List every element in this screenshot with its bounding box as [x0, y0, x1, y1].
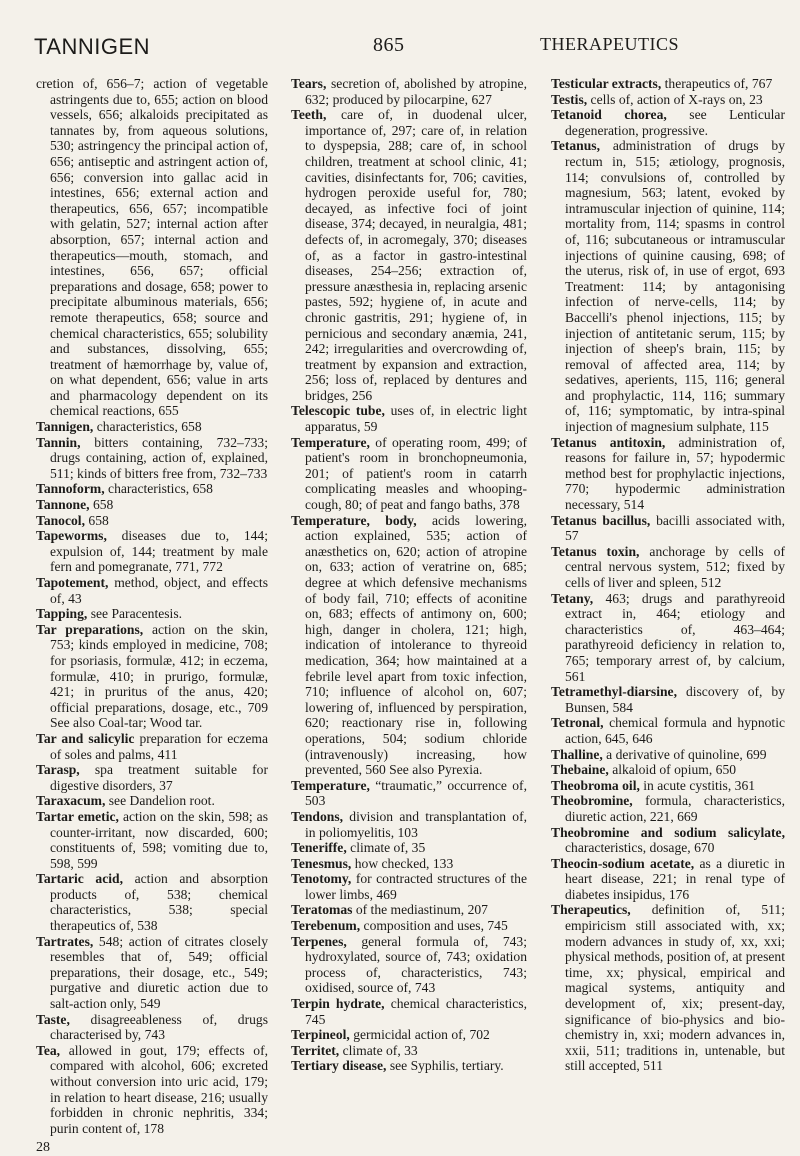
index-entry: [36, 513, 268, 529]
index-entry: [36, 809, 268, 871]
entry-text: characteristics, dosage, 670: [565, 840, 715, 856]
entry-heading: Tenotomy,: [291, 871, 352, 887]
entry-heading: Tendons,: [291, 808, 344, 824]
entry-heading: Theobroma oil,: [551, 777, 640, 793]
entry-heading: Tannone,: [36, 497, 90, 513]
entry-text: allowed in gout, 179; effects of, compared with alcohol, 606; excreted without conversion into uric acid, 179; in relation to heart disease, 216; usually forbidden in chronic nephritis, 334; purin content of, 178: [50, 1042, 268, 1136]
entry-heading: Tertiary disease,: [291, 1058, 387, 1074]
entry-text: therapeutics of, 767: [664, 76, 773, 91]
entry-heading: Thebaine,: [551, 762, 609, 778]
index-entry: [291, 107, 527, 403]
entry-heading: Terpin hydrate,: [291, 996, 385, 1012]
entry-text: preparation for eczema of soles and palms, 411: [50, 730, 268, 762]
entry-heading: Teratomas: [291, 902, 353, 918]
index-entry: [36, 793, 268, 809]
entry-heading: Tears,: [291, 76, 327, 91]
entry-text: how checked, 133: [354, 855, 454, 871]
entry-heading: Tartaric acid,: [36, 871, 123, 887]
index-entry: [551, 762, 785, 778]
entry-text: secretion of, abolished by atropine, 632; produced by pilocarpine, 627: [305, 76, 527, 107]
index-entry: [36, 76, 268, 419]
entry-text: acids lowering, action explained, 535; action of anæsthetics on, 620; action of atropine on, 633; action of veratrine on, 685; degree at which defensive mechanisms of body fail, 710; effects of aconitine on, 683; effects of antimony on, 600; high, danger in cholera, 121; high, indication of intolerance to thyreoid medication, 364; how maintained at a febrile level apart from toxic infection, 710; influence of alcohol on, 607; lowering of, influenced by perspiration, 620; reactionary rise in, following operations, 504; sodium chloride (intravenously) increasing, how prevented, 560 See also Pyrexia.: [305, 512, 527, 778]
entry-heading: Temperature,: [291, 434, 370, 450]
index-entry: [551, 793, 785, 824]
entry-heading: Tar preparations,: [36, 621, 144, 637]
entry-heading: Tetanus,: [551, 138, 600, 154]
entry-text: formula, characteristics, diuretic action, 221, 669: [565, 793, 785, 824]
entry-text: characteristics, 658: [108, 481, 213, 497]
entry-text: characteristics, 658: [96, 419, 202, 435]
entry-text: definition of, 511; empiricism still associated with, xx; modern advances in study of, xx, xxi; physical methods, position of, at present time, xx; physical, empirical and magical systems, antiquity and development of, xix; present-day, significance of bio-physics and bio-chemistry in, xxi; modern advances in, xxii, 511; traditions in, untenable, but still accepted, 511: [565, 902, 785, 1074]
entry-text: uses of, in electric light apparatus, 59: [305, 403, 527, 435]
index-entry: [551, 715, 785, 746]
entry-heading: Tea,: [36, 1042, 61, 1058]
index-entry: [291, 1043, 527, 1059]
entry-text: composition and uses, 745: [363, 918, 508, 934]
index-column-1: [36, 76, 268, 1156]
header-right-keyword: THERAPEUTICS: [540, 34, 680, 54]
index-entry: [551, 591, 785, 685]
index-entry: [36, 435, 268, 482]
index-entry: [291, 996, 527, 1027]
index-entry: [291, 902, 527, 918]
entry-heading: Thalline,: [551, 746, 603, 762]
entry-heading: Theocin-sodium acetate,: [551, 855, 695, 871]
entry-text: chemical characteristics, 745: [305, 996, 527, 1027]
entry-text: germicidal action of, 702: [353, 1027, 490, 1043]
entry-text: climate of, 33: [342, 1042, 418, 1058]
entry-text: 658: [88, 512, 109, 528]
entry-heading: Theobromine and sodium salicylate,: [551, 824, 785, 840]
index-entry: [551, 513, 785, 544]
index-entry: [36, 528, 268, 575]
page-number: 865: [373, 34, 405, 56]
entry-heading: Tetanoid chorea,: [551, 107, 667, 123]
entry-heading: Tapotement,: [36, 575, 109, 590]
entry-heading: Tartrates,: [36, 933, 94, 949]
entry-heading: Teneriffe,: [291, 840, 347, 856]
index-entry: [291, 809, 527, 840]
entry-text: in acute cystitis, 361: [643, 777, 756, 793]
index-entry: [291, 1027, 527, 1043]
index-entry: [291, 513, 527, 778]
entry-text: administration of drugs by rectum in, 515; ætiology, prognosis, 114; convulsions of, controlled by magnesium, 563; latent, evoked by intramuscular injection of quinine, 114; mortality from, 114; spasms in control of, 116; subcutaneous or intramuscular injections of quinine causing, 698; of the uterus, risk of, in use of ergot, 693 Treatment: 114; by antagonising infection of nerve-cells, 114; by Baccelli's phenol injections, 115; by injection of antitetanic serum, 115; by injection of sheep's brain, 115; by removal of affected area, 114; by sedatives, aperients, 115, 116; general and prophylactic, 114, 116; summary of, 116; symptomatic, by intra-spinal injection of magnesium sulphate, 115: [565, 138, 785, 435]
entry-text: of the mediastinum, 207: [355, 902, 488, 918]
entry-heading: Theobromine,: [551, 793, 633, 809]
index-entry: [551, 778, 785, 794]
index-entry: [36, 575, 268, 606]
index-column-3: [551, 76, 785, 1074]
entry-text: general formula of, 743; hydroxylated, source of, 743; oxidation process of, characteristics, 743; oxidised, source of, 743: [305, 933, 527, 996]
entry-text: see Paracentesis.: [90, 606, 183, 622]
entry-heading: Terpineol,: [291, 1027, 350, 1043]
entry-text: 658: [92, 497, 114, 513]
entry-heading: Temperature,: [291, 777, 370, 793]
entry-heading: Tetronal,: [551, 715, 604, 731]
entry-heading: Tetanus toxin,: [551, 543, 640, 559]
index-entry: [291, 778, 527, 809]
entry-text: climate of, 35: [350, 840, 426, 856]
entry-heading: Tetramethyl-diarsine,: [551, 684, 677, 700]
entry-heading: Tetany,: [551, 590, 594, 606]
entry-text: as a diuretic in heart disease, 221; in renal type of diabetes insipidus, 176: [565, 855, 785, 902]
entry-text: cretion of, 656–7; action of vegetable astringents due to, 655; action on blood vessels, 656; alkaloids precipitated as tannates by, from aqueous solutions, 530; astringency the principal action of, 656; antiseptic and astringent action of, 656; conversion into gallac acid in intestines, 656; external action and therapeutics, 656, 657; incompatible with gelatin, 527; internal action after absorption, 657; internal action and therapeutics—mouth, stomach, and intestines, 656, 657; official preparations and dosage, 658; power to precipitate albuminous materials, 656; remote therapeutics, 658; source and chemical characteristics, 655; solubility and substances, dissolving, 655; treatment of hæmorrhage by, value of, on what dependent, 656; value in arts and pharmacology dependent on its chemical reactions, 655: [36, 76, 268, 419]
index-entry: [291, 76, 527, 107]
entry-text: see Dandelion root.: [108, 793, 215, 809]
signature-mark: 28: [36, 1140, 50, 1156]
index-entry: [36, 1043, 268, 1137]
index-entry: [291, 856, 527, 872]
entry-heading: Therapeutics,: [551, 902, 631, 918]
entry-text: action and absorption products of, 538; chemical characteristics, 538; special therapeutics of, 538: [50, 871, 268, 934]
entry-text: spa treatment suitable for digestive disorders, 37: [50, 762, 268, 793]
running-header: [0, 34, 800, 64]
index-entry: [36, 762, 268, 793]
entry-heading: Tar and salicylic: [36, 730, 135, 746]
index-entry: [36, 481, 268, 497]
index-entry: [291, 871, 527, 902]
entry-heading: Tetanus bacillus,: [551, 512, 651, 528]
entry-text: see Syphilis, tertiary.: [389, 1058, 504, 1074]
index-entry: [36, 934, 268, 1012]
entry-heading: Terebenum,: [291, 918, 361, 934]
entry-text: of operating room, 499; of patient's room in bronchopneumonia, 201; of patient's room in catarrh complicating measles and whooping-cough, 80; of peat and fango baths, 378: [305, 434, 527, 513]
index-entry: [36, 606, 268, 622]
entry-text: see Lenticular degeneration, progressive.: [565, 107, 785, 138]
entry-heading: Terpenes,: [291, 933, 347, 949]
index-entry: [36, 497, 268, 513]
index-entry: [551, 435, 785, 513]
index-column-2: [291, 76, 527, 1074]
index-entry: [551, 825, 785, 856]
index-entry: [291, 918, 527, 934]
entry-text: diseases due to, 144; expulsion of, 144; treatment by male fern and pomegranate, 771, 772: [50, 528, 268, 575]
index-entry: [36, 622, 268, 731]
entry-heading: Territet,: [291, 1042, 340, 1058]
entry-heading: Temperature, body,: [291, 512, 417, 528]
entry-text: action on the skin, 753; kinds employed in medicine, 708; for psoriasis, formulæ, 412; in eczema, formulæ, 410; in prurigo, formulæ, 421; in pruritus of the anus, 420; official preparations, dosage, etc., 709 See also Coal-tar; Wood tar.: [50, 621, 268, 731]
index-entry: [551, 92, 785, 108]
entry-heading: Tenesmus,: [291, 855, 352, 871]
entry-text: division and transplantation of, in poliomyelitis, 103: [305, 808, 528, 840]
index-entry: [291, 840, 527, 856]
header-left-keyword: TANNIGEN: [34, 34, 151, 59]
entry-text: method, object, and effects of, 43: [50, 575, 268, 606]
entry-text: anchorage by cells of central nervous system, 512; fixed by cells of liver and spleen, 512: [565, 543, 786, 590]
entry-text: for contracted structures of the lower limbs, 469: [305, 871, 527, 902]
entry-heading: Tannoform,: [36, 481, 105, 497]
entry-text: disagreeableness of, drugs characterised by, 743: [50, 1011, 268, 1043]
index-entry: [551, 747, 785, 763]
entry-text: care of, in duodenal ulcer, importance of, 297; care of, in relation to dyspepsia, 288; care of, in school children, treatment at school clinic, 41; cavities, disinfectants for, 706; cavities, hydrogen peroxide useful for, 780; decayed, as infective foci of joint disease, 374; decayed, in neuralgia, 481; defects of, in acromegaly, 370; diseases of, as a factor in gastro-intestinal diseases, 254–256; extraction of, pressure anæsthesia in, replacing arsenic pastes, 592; hygiene of, in acute and chronic gastritis, 291; hygiene of, in pernicious and secondary anæmia, 241, 242; irregularities and overcrowding of, treatment by expansion and extraction, 256; loss of, replaced by dentures and bridges, 256: [305, 107, 527, 403]
entry-text: action on the skin, 598; as counter-irritant, now discarded, 600; constituents of, 598; vomiting due to, 598, 599: [50, 808, 268, 871]
index-entry: [36, 419, 268, 435]
entry-heading: Tartar emetic,: [36, 808, 119, 824]
index-entry: [551, 856, 785, 903]
entry-text: alkaloid of opium, 650: [612, 762, 737, 778]
index-entry: [551, 684, 785, 715]
index-entry: [551, 107, 785, 138]
index-entry: [291, 435, 527, 513]
entry-text: cells of, action of X-rays on, 23: [590, 91, 763, 107]
index-entry: [36, 731, 268, 762]
entry-text: administration of, reasons for failure in, 57; hypodermic method best for prophylactic injections, 770; hypodermic administration necessary, 514: [565, 434, 785, 513]
index-entry: [551, 902, 785, 1074]
entry-heading: Testicular extracts,: [551, 76, 662, 91]
index-entry: [291, 403, 527, 434]
entry-text: discovery of, by Bunsen, 584: [565, 684, 785, 715]
entry-heading: Testis,: [551, 91, 588, 107]
entry-text: bitters containing, 732–733; drugs containing, action of, explained, 511; kinds of bitters free from, 732–733: [50, 434, 268, 481]
entry-text: 548; action of citrates closely resembles that of, 549; official preparations, their dosage, etc., 549; purgative and diuretic action due to salt-action only, 549: [50, 933, 268, 1012]
entry-text: “traumatic,” occurrence of, 503: [305, 777, 527, 809]
entry-text: 463; drugs and parathyreoid extract in, 464; etiology and characteristics of, 463–464; parathyreoid deficiency in relation to, 765; temporary arrest of, by calcium, 561: [565, 590, 785, 684]
entry-text: chemical formula and hypnotic action, 645, 646: [565, 715, 786, 746]
entry-heading: Tannigen,: [36, 419, 94, 435]
index-entry: [551, 76, 785, 92]
entry-heading: Tannin,: [36, 434, 81, 450]
entry-heading: Tanocol,: [36, 512, 85, 528]
entry-heading: Tarasp,: [36, 762, 80, 778]
entry-heading: Teeth,: [291, 107, 327, 123]
entry-heading: Tapeworms,: [36, 528, 107, 544]
index-entry: [551, 544, 785, 591]
entry-heading: Taste,: [36, 1011, 70, 1027]
entry-heading: Telescopic tube,: [291, 403, 385, 419]
index-entry: [551, 138, 785, 434]
entry-heading: Taraxacum,: [36, 793, 106, 809]
entry-heading: Tetanus antitoxin,: [551, 434, 666, 450]
index-entry: [291, 934, 527, 996]
entry-heading: Tapping,: [36, 606, 88, 622]
index-entry: [291, 1058, 527, 1074]
entry-text: bacilli associated with, 57: [565, 512, 785, 544]
index-entry: [36, 871, 268, 933]
index-entry: [36, 1012, 268, 1043]
entry-text: a derivative of quinoline, 699: [606, 746, 767, 762]
